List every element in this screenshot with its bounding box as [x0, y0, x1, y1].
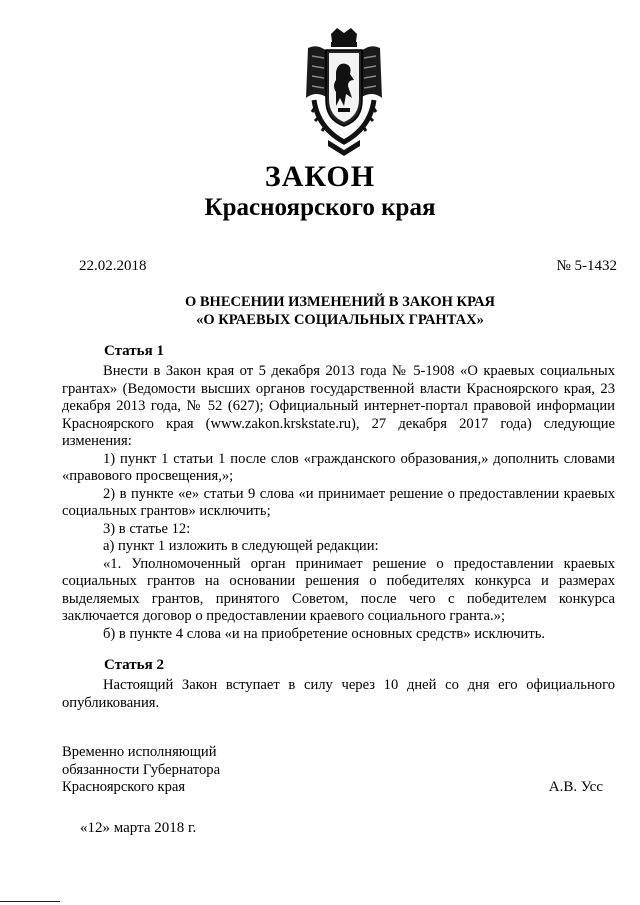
- article-1-paragraph: «1. Уполномоченный орган принимает решение о предоставлении краевых социальных грантов на основании решения о победителях конкурса и размерах выделяемых грантов, принятого Советом, после чего с победителем конкурса заключается договор о предоставлении краевого социального гранта.»;: [62, 555, 615, 624]
- document-date: 22.02.2018: [79, 258, 147, 274]
- document-title: ЗАКОН: [264, 160, 376, 193]
- signature-date: «12» марта 2018 г.: [80, 820, 197, 836]
- document-number: № 5-1432: [556, 258, 617, 274]
- signatory-name: А.В. Усс: [548, 779, 603, 795]
- article-1-paragraph: 1) пункт 1 статьи 1 после слов «гражданского образования,» дополнить словами «правового просвещения,»;: [62, 450, 615, 484]
- signatory-line-2: обязанности Губернатора: [62, 761, 221, 778]
- heading-line-1: О ВНЕСЕНИИ ИЗМЕНЕНИЙ В ЗАКОН КРАЯ: [184, 294, 496, 310]
- heading-line-2: «О КРАЕВЫХ СОЦИАЛЬНЫХ ГРАНТАХ»: [196, 312, 484, 328]
- article-1-title: Статья 1: [104, 343, 164, 359]
- document-subtitle: Красноярского края: [204, 194, 436, 221]
- article-1-paragraph: Внести в Закон края от 5 декабря 2013 года № 5-1908 «О краевых социальных грантах» (Ведомости высших органов государственной власти Красноярского края, 23 декабря 2013 года, № 52 (627); Официальный интернет-портал правовой информации Красноярского края (www.zakon.krskstate.ru), 27 декабря 2017 года) следующие изменения:: [62, 363, 615, 449]
- article-2-body: [62, 677, 615, 712]
- article-1-paragraph: а) пункт 1 изложить в следующей редакции:: [103, 538, 379, 554]
- document-heading: [60, 293, 620, 329]
- coat-of-arms-icon: [298, 28, 390, 158]
- article-1-paragraph: 3) в статье 12:: [103, 520, 191, 537]
- article-1-body: [62, 363, 615, 643]
- signatory-line-1: Временно исполняющий: [62, 744, 217, 760]
- signatory-line-3: Красноярского края: [62, 779, 186, 795]
- article-1-paragraph: 2) в пункте «е» статьи 9 слова «и принимает решение о предоставлении краевых социальных грантов» исключить;: [62, 485, 615, 519]
- page-edge-line: [0, 901, 60, 902]
- article-2-title: Статья 2: [104, 657, 164, 673]
- signatory-title: [62, 744, 220, 797]
- article-1-paragraph: б) в пункте 4 слова «и на приобретение основных средств» исключить.: [103, 625, 546, 642]
- article-2-paragraph: Настоящий Закон вступает в силу через 10 дней со дня его официального опубликования.: [62, 677, 615, 711]
